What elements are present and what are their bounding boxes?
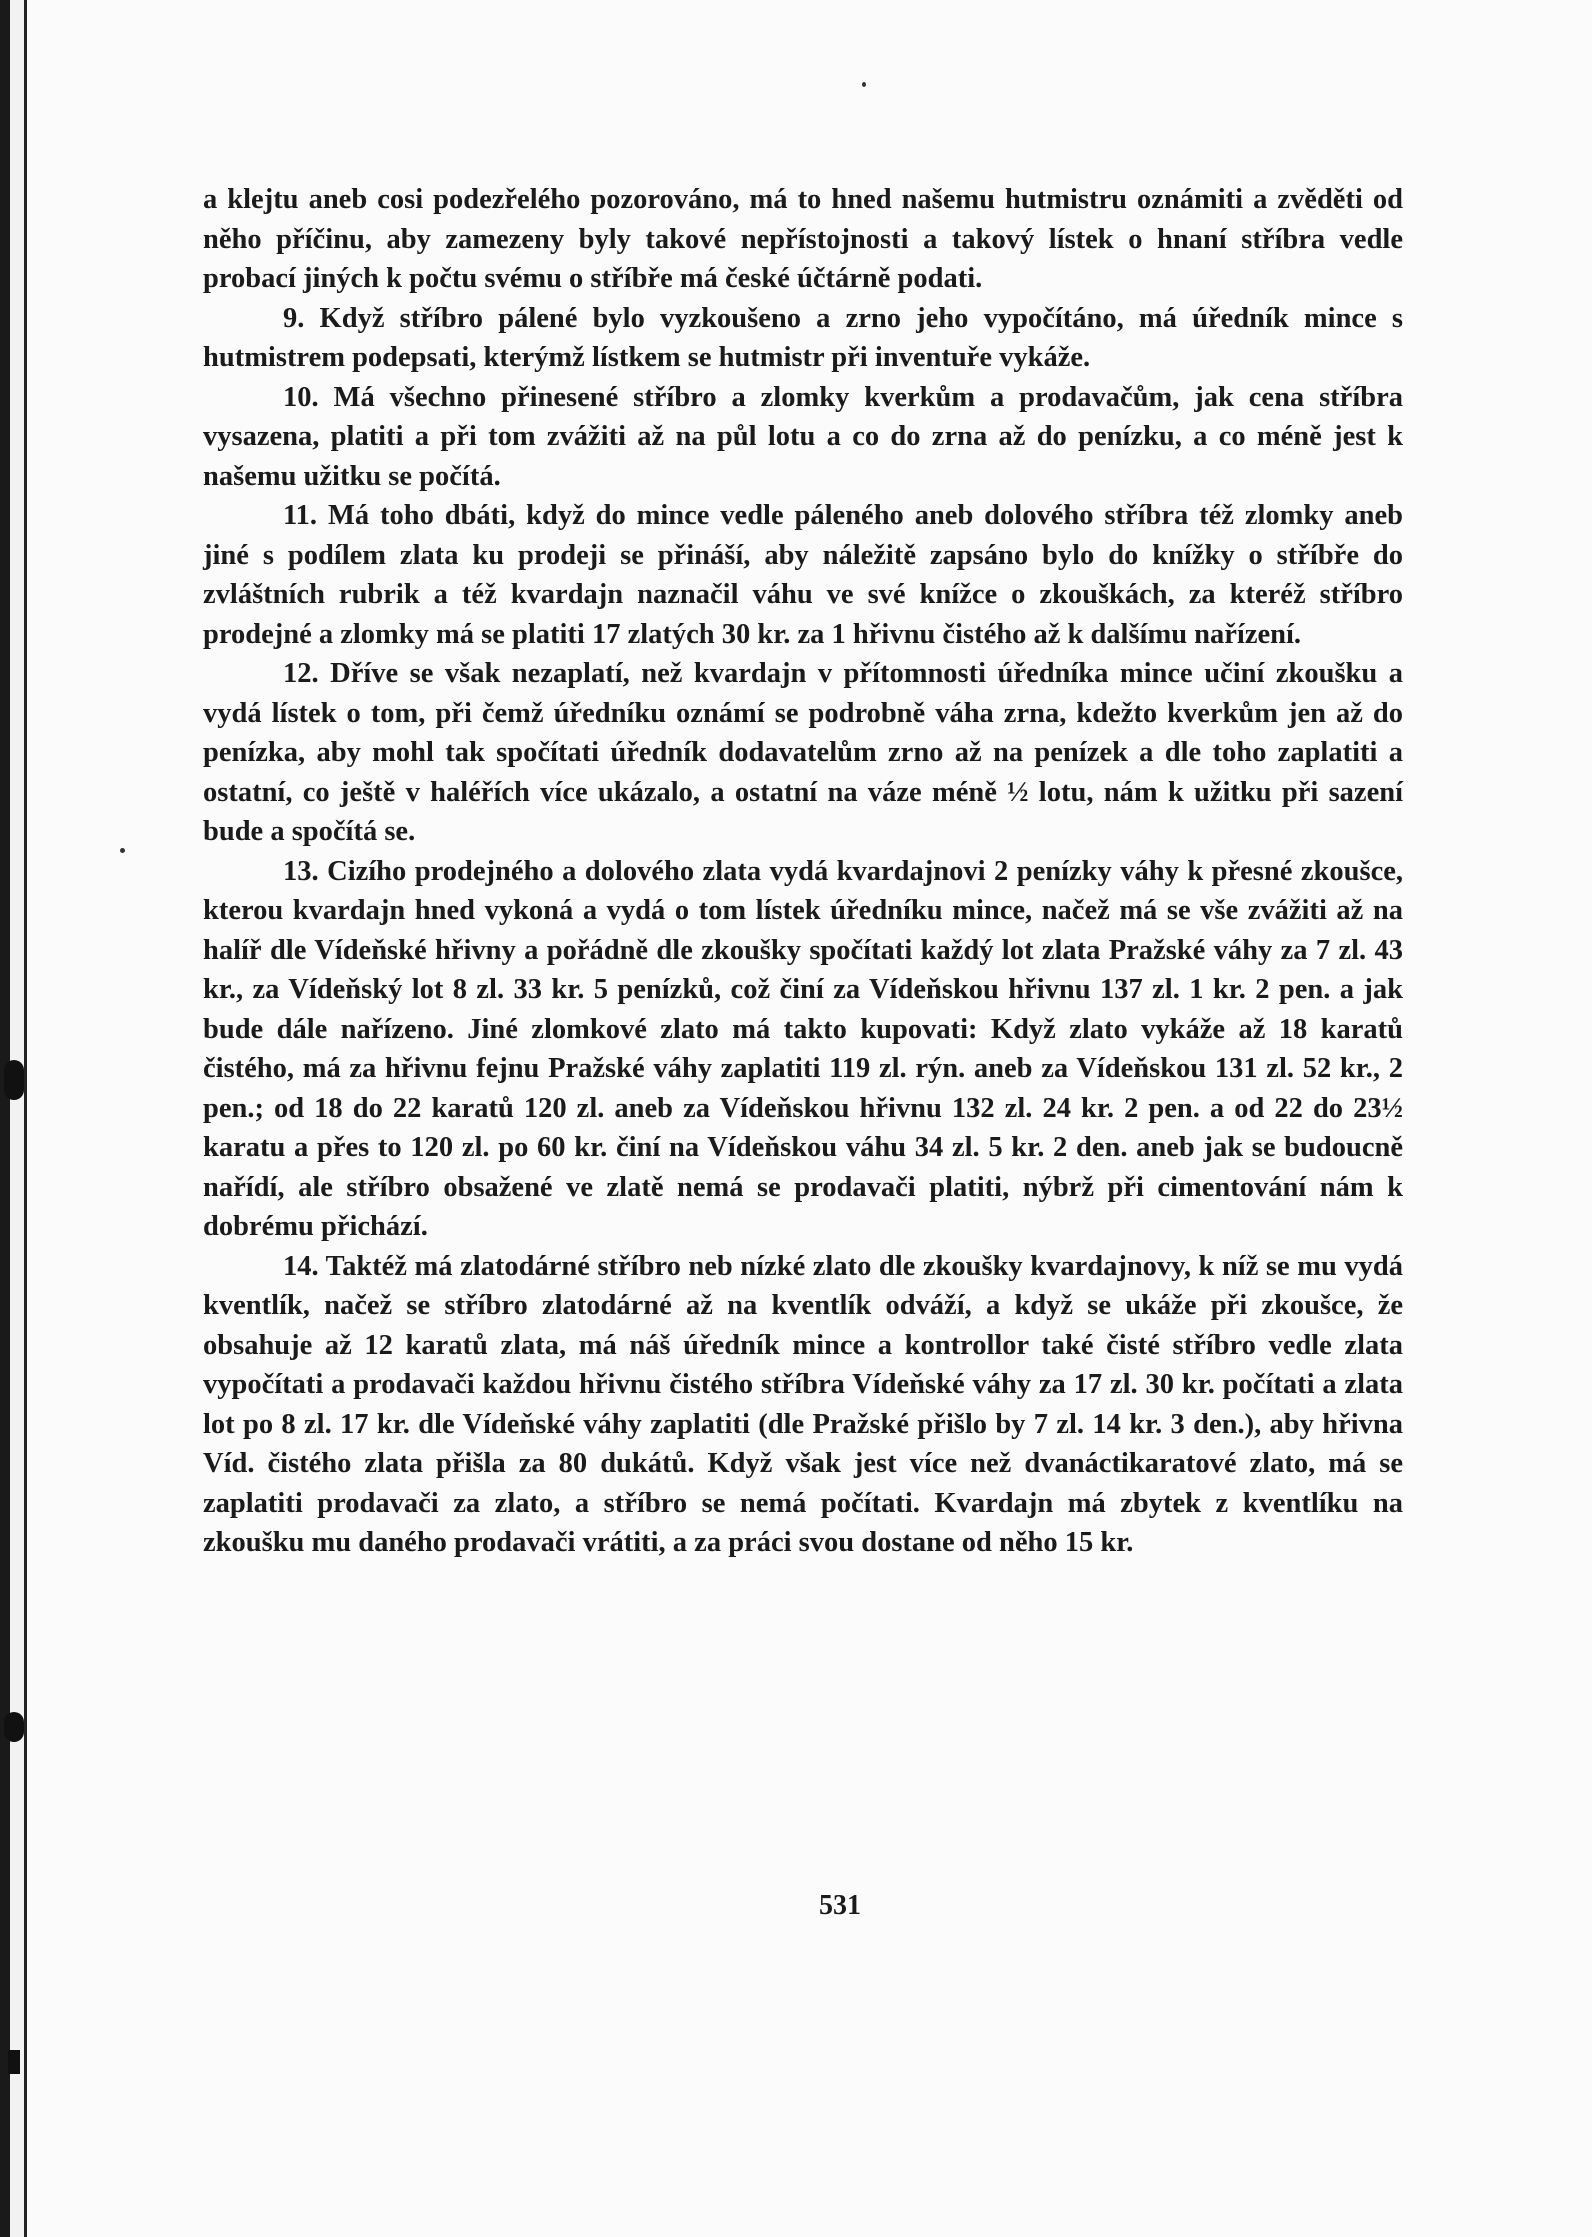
scan-edge (0, 0, 10, 2237)
scan-speck (120, 848, 125, 853)
paragraph-9: 9. Když stříbro pálené bylo vyzkoušeno a zrno jeho vypočítáno, má úředník mince s hutmistrem podepsati, kterýmž lístkem se hutmistr při inventuře vykáže. (203, 302, 1403, 373)
paragraph-13: 13. Cizího prodejného a dolového zlata vydá kvardajnovi 2 penízky váhy k přesné zkoušce, kterou kvardajn hned vykoná a vydá o tom lístek úředníku mince, načež má se vše zvážiti až na halíř dle Vídeňské hřivny a pořádně dle zkoušky spočítati každý lot zlata Pražské váhy za 7 zl. 43 kr., za Vídeňský lot 8 zl. 33 kr. 5 penízků, což činí za Vídeňskou hřivnu 137 zl. 1 kr. 2 pen. a jak bude dále nařízeno. Jiné zlomkové zlato má takto kupovati: Když zlato vykáže až 18 karatů čistého, má za hřivnu fejnu Pražské váhy zaplatiti 119 zl. rýn. aneb za Vídeňskou 131 zl. 52 kr., 2 pen.; od 18 do 22 karatů 120 zl. aneb za Vídeňskou hřivnu 132 zl. 24 kr. 2 pen. a od 22 do 23½ karatu a přes to 120 zl. po 60 kr. činí na Vídeňskou váhu 34 zl. 5 kr. 2 den. aneb jak se budoucně nařídí, ale stříbro obsažené ve zlatě nemá se prodavači platiti, nýbrž při cimentování nám k dobrému přichází. (203, 855, 1403, 1242)
scan-speck (862, 82, 866, 87)
paragraph-11: 11. Má toho dbáti, když do mince vedle páleného aneb dolového stříbra též zlomky aneb jiné s podílem zlata ku prodeji se přináší, aby náležitě zapsáno bylo do knížky o stříbře do zvláštních rubrik a též kvardajn naznačil váhu ve své knížce o zkouškách, za kteréž stříbro prodejné a zlomky má se platiti 17 zlatých 30 kr. za 1 hřivnu čistého až k dalšímu nařízení. (203, 500, 1403, 650)
paragraph-14: 14. Taktéž má zlatodárné stříbro neb nízké zlato dle zkoušky kvardajnovy, k níž se mu vydá kventlík, načež se stříbro zlatodárné až na kventlík odváží, a když se ukáže při zkoušce, že obsahuje až 12 karatů zlata, má náš úředník mince a kontrollor také čisté stříbro vedle zlata vypočítati a prodavači každou hřivnu čistého stříbra Vídeňské váhy za 17 zl. 30 kr. počítati a zlata lot po 8 zl. 17 kr. dle Vídeňské váhy zaplatiti (dle Pražské přišlo by 7 zl. 14 kr. 3 den.), aby hřivna Víd. čistého zlata přišla za 80 dukátů. Když však jest více než dvanáctikaratové zlato, má se zaplatiti prodavači za zlato, a stříbro se nemá počítati. Kvardajn má zbytek z kventlíku na zkoušku mu daného prodavači vrátiti, a za práci svou dostane od něho 15 kr. (203, 1250, 1403, 1558)
page-body (203, 180, 1403, 1563)
binding-mark (4, 1712, 24, 1742)
paragraph-10: 10. Má všechno přinesené stříbro a zlomky kverkům a prodavačům, jak cena stříbra vysazena, platiti a při tom zvážiti až na půl lotu a co do zrna až do penízku, a co méně jest k našemu užitku se počítá. (203, 381, 1403, 492)
book-page (28, 0, 1592, 2237)
page-number: 531 (819, 1890, 861, 1921)
binding-mark (4, 1060, 24, 1100)
paragraph-12: 12. Dříve se však nezaplatí, než kvardajn v přítomnosti úředníka mince učiní zkoušku a vydá lístek o tom, při čemž úředníku oznámí se podrobně váha zrna, kdežto kverkům jen až do penízka, aby mohl tak spočítati úředník dodavatelům zrno až na penízek a dle toho zaplatiti a ostatní, co ještě v haléřích více ukázalo, a ostatní na váze méně ½ lotu, nám k užitku při sazení bude a spočítá se. (203, 658, 1403, 847)
paragraph-continuation: a klejtu aneb cosi podezřelého pozorováno, má to hned našemu hutmistru oznámiti a zvěděti od něho příčinu, aby zamezeny byly takové nepřístojnosti a takový lístek o hnaní stříbra vedle probací jiných k počtu svému o stříbře má české účtárně podati. (203, 184, 1403, 294)
binding-mark (8, 2050, 20, 2074)
scan-edge-inner (10, 0, 27, 2237)
